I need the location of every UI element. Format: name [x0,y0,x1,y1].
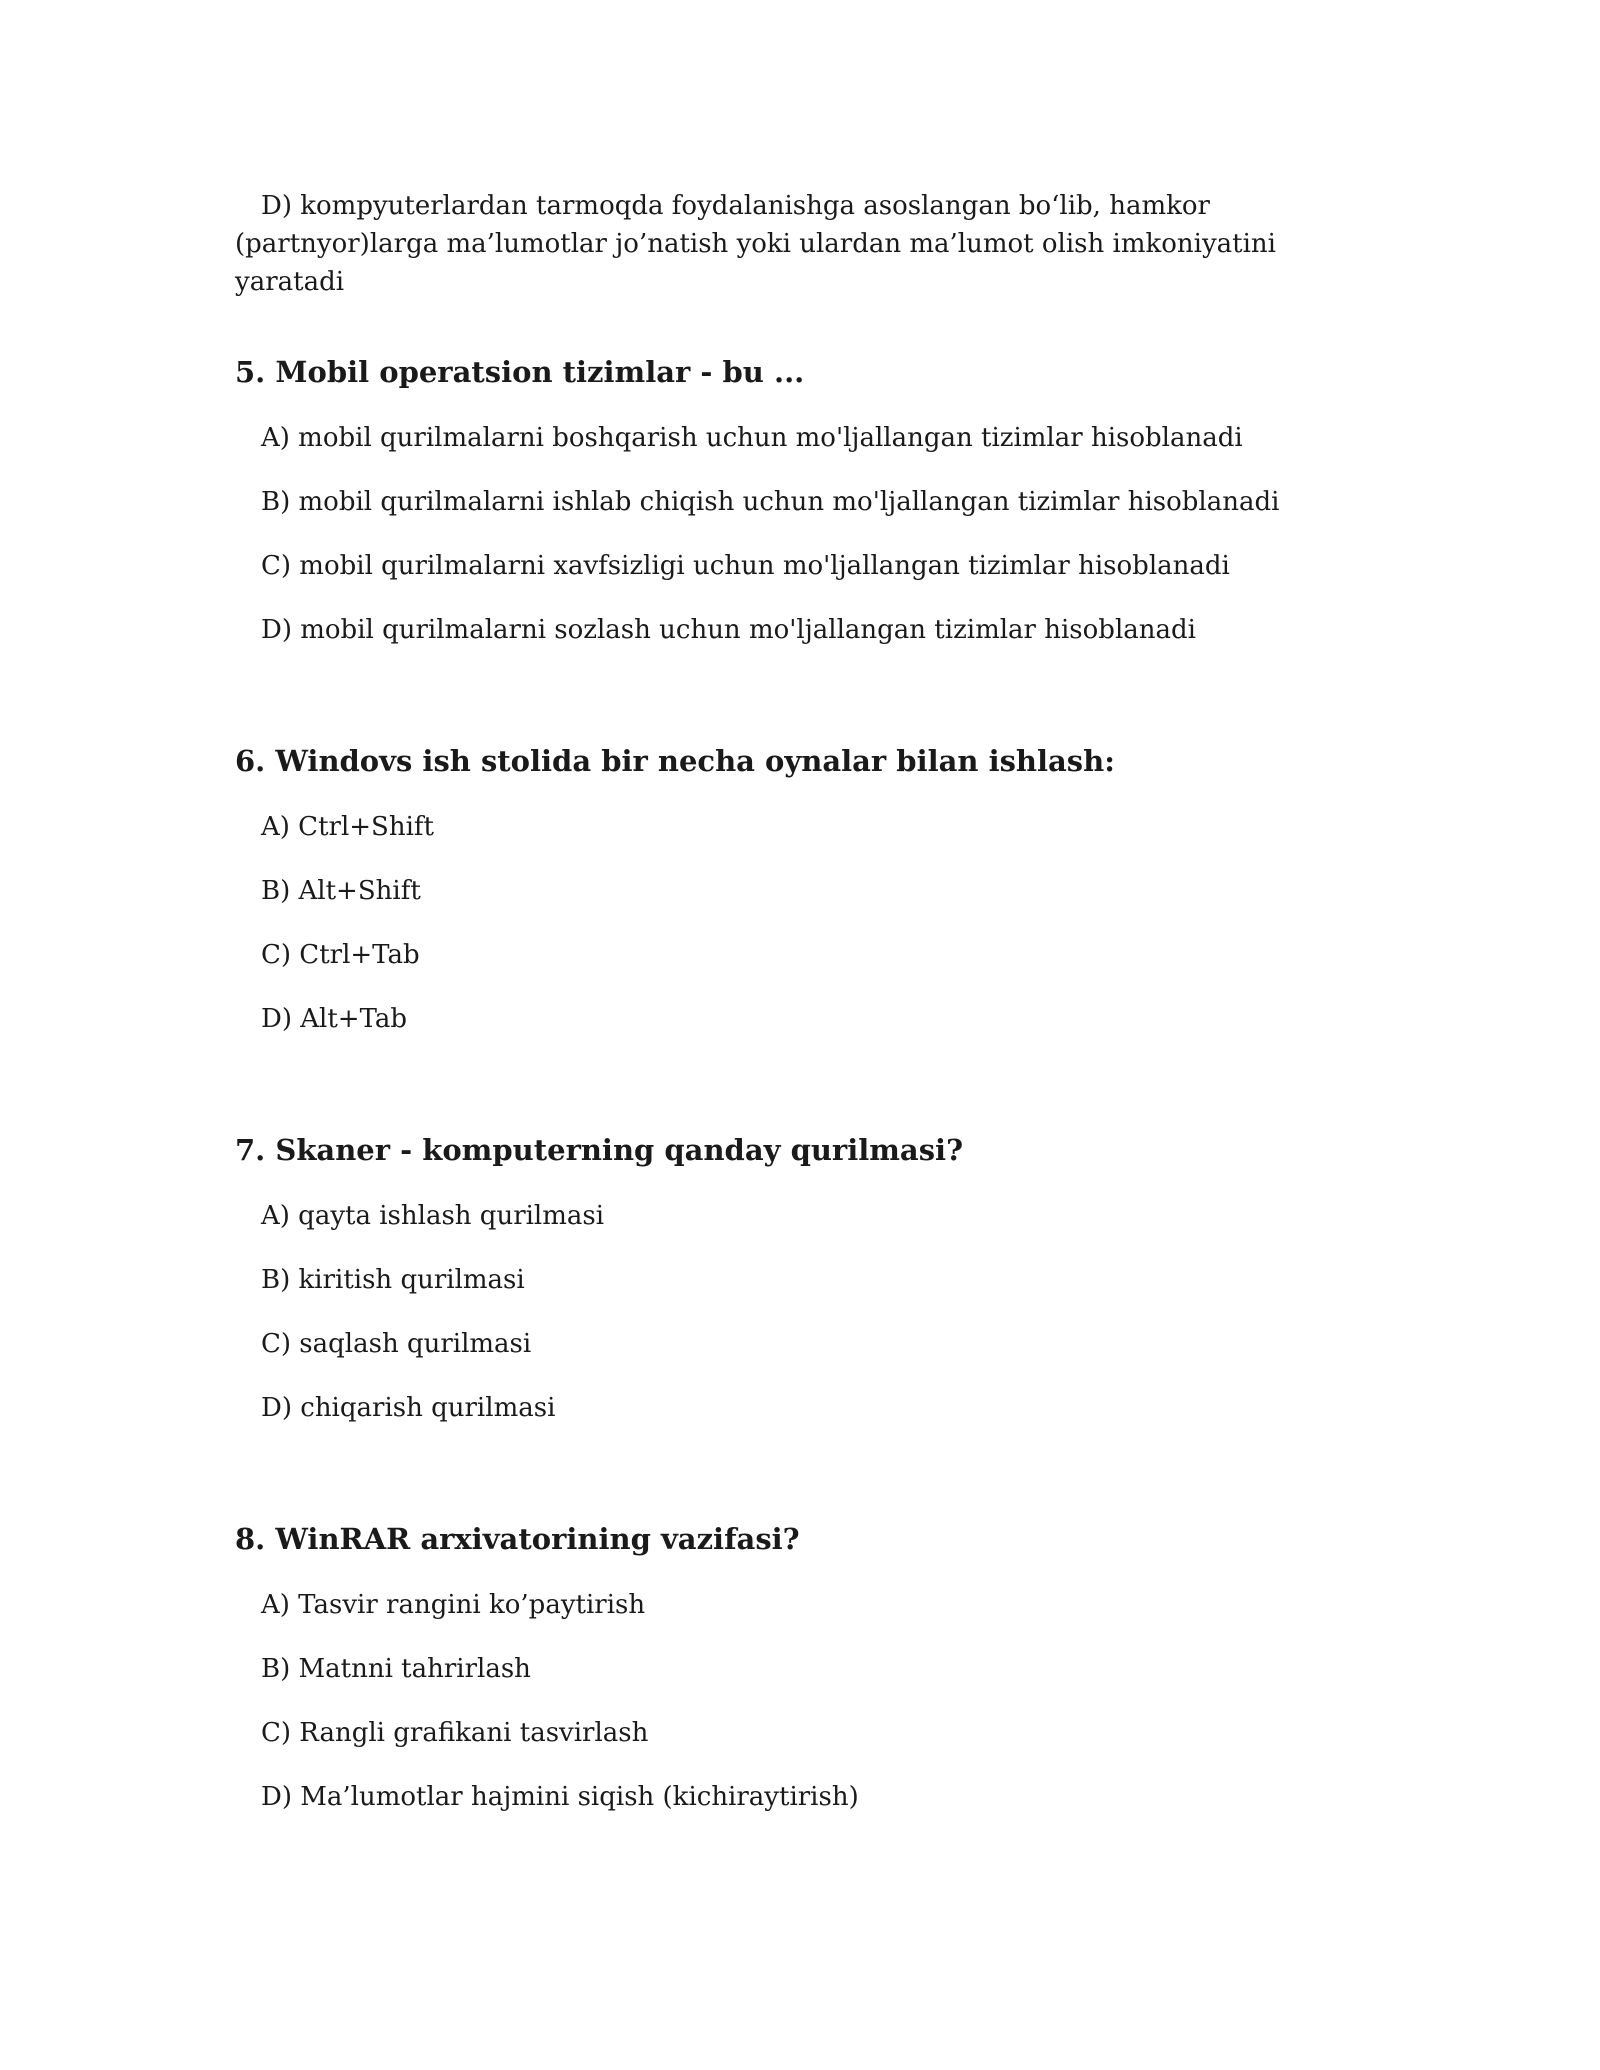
question-5-option-d: D) mobil qurilmalarni sozlash uchun mo'ljallangan tizimlar hisoblanadi [261,615,1196,645]
question-5-option-c: C) mobil qurilmalarni xavfsizligi uchun mo'ljallangan tizimlar hisoblanadi [261,551,1230,581]
question-7-option-a: A) qayta ishlash qurilmasi [261,1201,605,1231]
question-8-option-c: C) Rangli grafikani tasvirlash [261,1718,649,1748]
question-6-option-a: A) Ctrl+Shift [261,812,434,842]
question-7-option-b: B) kiritish qurilmasi [261,1265,525,1295]
question-5-option-b: B) mobil qurilmalarni ishlab chiqish uchun mo'ljallangan tizimlar hisoblanadi [261,487,1280,517]
intro-text: D) kompyuterlardan tarmoqda foydalanishga asoslangan bo‘lib, hamkor (partnyor)larga ma’lumotlar jo’natish yoki ulardan ma’lumot olish imkoniyatini yaratadi [235,191,1276,297]
question-6-option-d: D) Alt+Tab [261,1004,408,1034]
question-8-option-a: A) Tasvir rangini ko’paytirish [261,1590,646,1620]
question-7-option-d: D) chiqarish qurilmasi [261,1393,556,1423]
question-6-title: 6. Windovs ish stolida bir necha oynalar bilan ishlash: [235,744,1115,778]
question-7-option-c: C) saqlash qurilmasi [261,1329,532,1359]
question-8-option-b: B) Matnni tahrirlash [261,1654,531,1684]
question-8-title: 8. WinRAR arxivatorining vazifasi? [235,1522,800,1556]
question-8-option-d: D) Ma’lumotlar hajmini siqish (kichiraytirish) [261,1782,859,1812]
question-5-option-a: A) mobil qurilmalarni boshqarish uchun mo'ljallangan tizimlar hisoblanadi [261,423,1243,453]
question-6-option-b: B) Alt+Shift [261,876,421,906]
previous-answer-option-d [235,187,1355,301]
question-7-title: 7. Skaner - komputerning qanday qurilmasi? [235,1133,964,1167]
question-5-title: 5. Mobil operatsion tizimlar - bu ... [235,355,805,389]
question-6-option-c: C) Ctrl+Tab [261,940,420,970]
